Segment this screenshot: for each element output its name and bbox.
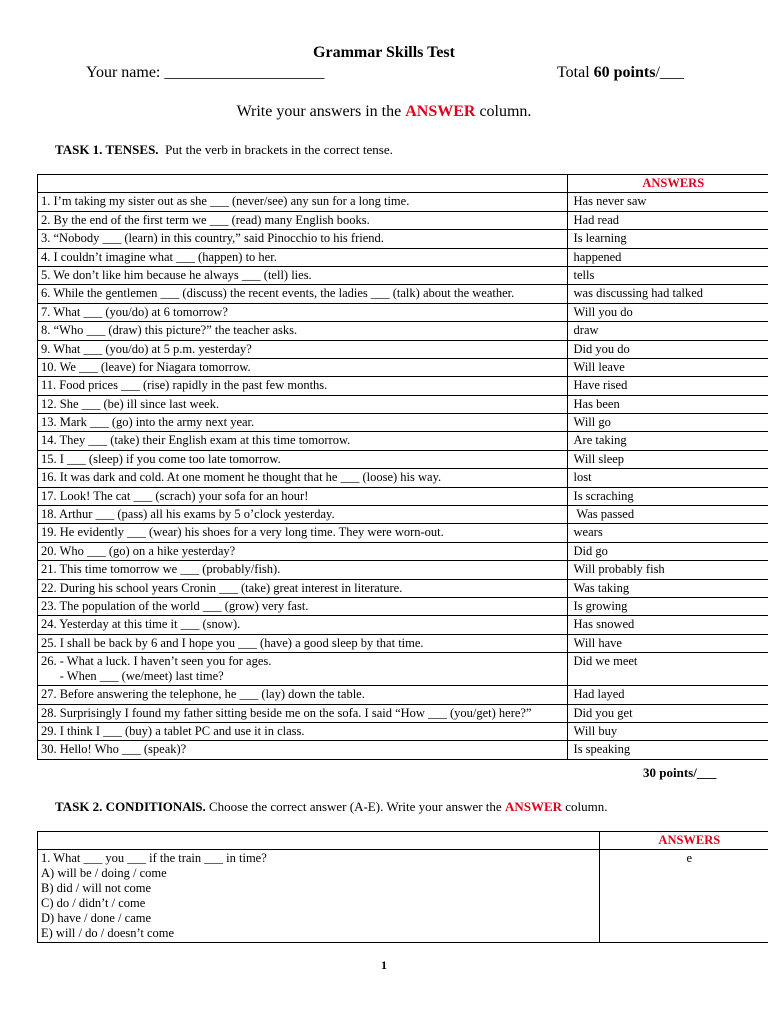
table-row [38,542,768,560]
answer-cell: Will you do [567,303,768,321]
task1-instruction: Put the verb in brackets in the correct tense. [158,142,393,157]
table-row [38,579,768,597]
table-row [38,487,768,505]
question-cell: 4. I couldn’t imagine what ___ (happen) to her. [38,248,568,266]
question-cell: 5. We don’t like him because he always ___ (tell) lies. [38,266,568,284]
question-cell: 27. Before answering the telephone, he ___ (lay) down the table. [38,686,568,704]
task2-label: TASK 2. CONDITIONAlS. [55,799,206,814]
table-row [38,450,768,468]
answer-cell: Did go [567,542,768,560]
table-row [38,469,768,487]
option-e: E) will / do / doesn’t come [41,926,175,940]
answer-cell: Has snowed [567,616,768,634]
table-row [38,524,768,542]
question-cell: 3. “Nobody ___ (learn) in this country,” said Pinocchio to his friend. [38,230,568,248]
page-number: 1 [381,958,387,972]
question-cell: 25. I shall be back by 6 and I hope you ___ (have) a good sleep by that time. [38,634,568,652]
answer-cell: Was passed [567,506,768,524]
answer-cell: Did we meet [567,653,768,686]
answer-cell: Had read [567,211,768,229]
answer-cell: Will probably fish [567,561,768,579]
table-row [38,722,768,740]
question-cell: 24. Yesterday at this time it ___ (snow). [38,616,568,634]
option-a: A) will be / doing / come [41,866,167,880]
question-cell: 30. Hello! Who ___ (speak)? [38,741,568,759]
table-header-row [38,175,768,193]
question-cell: 8. “Who ___ (draw) this picture?” the teacher asks. [38,322,568,340]
table-row [38,634,768,652]
answer-cell: Is scraching [567,487,768,505]
name-field-label: Your name: ____________________ [86,64,325,81]
question-cell [38,850,600,943]
table-row [38,704,768,722]
table-row [38,414,768,432]
question-cell: 12. She ___ (be) ill since last week. [38,395,568,413]
instruction-text: Write your answers in the [236,103,406,120]
answer-cell: Will sleep [567,450,768,468]
task2-instruction: Choose the correct answer (A-E). Write your answer the [205,799,505,814]
answer-cell: Will go [567,414,768,432]
table-row [38,741,768,759]
total-suffix: /___ [655,64,684,81]
question-header-cell [38,175,568,193]
question-cell: 29. I think I ___ (buy) a tablet PC and use it in class. [38,722,568,740]
question-cell: 26. - What a luck. I haven’t seen you for ages. - When ___ (we/meet) last time? [38,653,568,686]
question-cell: 28. Surprisingly I found my father sitting beside me on the sofa. I said “How ___ (you/get) here?” [38,704,568,722]
task1-points: 30 points/___ [643,765,717,780]
question-cell: 2. By the end of the first term we ___ (read) many English books. [38,211,568,229]
question-cell: 19. He evidently ___ (wear) his shoes for a very long time. They were worn-out. [38,524,568,542]
task1-table [37,174,768,760]
table-header-row [38,832,768,850]
answer-cell: was discussing had talked [567,285,768,303]
table-row [38,653,768,686]
answer-cell: Has never saw [567,193,768,211]
answer-cell: Did you get [567,704,768,722]
task2-heading [55,799,608,815]
question-cell: 20. Who ___ (go) on a hike yesterday? [38,542,568,560]
task1-heading [55,142,393,158]
table-row [38,193,768,211]
table-row [38,285,768,303]
option-d: D) have / done / came [41,911,152,925]
answer-cell: lost [567,469,768,487]
question-cell: 18. Arthur ___ (pass) all his exams by 5 o’clock yesterday. [38,506,568,524]
table-row [38,506,768,524]
question-header-cell [38,832,600,850]
question-cell: 11. Food prices ___ (rise) rapidly in the past few months. [38,377,568,395]
answer-cell: wears [567,524,768,542]
answer-cell: Are taking [567,432,768,450]
question-cell: 10. We ___ (leave) for Niagara tomorrow. [38,358,568,376]
option-c: C) do / didn’t / come [41,896,146,910]
table-row [38,266,768,284]
table-row [38,322,768,340]
task2-instruction-end: column. [562,799,608,814]
table-row [38,358,768,376]
answer-cell: Have rised [567,377,768,395]
answer-cell: Had layed [567,686,768,704]
task2-table [37,831,768,943]
total-points-label [557,64,684,82]
general-instruction [0,103,768,121]
answer-cell: Will buy [567,722,768,740]
table-row [38,340,768,358]
table-row [38,561,768,579]
question-cell: 1. I’m taking my sister out as she ___ (never/see) any sun for a long time. [38,193,568,211]
question-cell: 6. While the gentlemen ___ (discuss) the recent events, the ladies ___ (talk) about the weather. [38,285,568,303]
answer-cell: Will leave [567,358,768,376]
table-row [38,303,768,321]
table-row [38,248,768,266]
instruction-text-end: column. [475,103,532,120]
answers-header: ANSWERS [567,175,768,193]
table-row [38,230,768,248]
question-cell: 23. The population of the world ___ (grow) very fast. [38,597,568,615]
answer-cell: Is speaking [567,741,768,759]
question-cell: 13. Mark ___ (go) into the army next year. [38,414,568,432]
instruction-highlight: ANSWER [405,103,476,120]
option-b: B) did / will not come [41,881,152,895]
answer-cell: Did you do [567,340,768,358]
answers-header: ANSWERS [599,832,768,850]
answer-cell: happened [567,248,768,266]
question-cell: 22. During his school years Cronin ___ (take) great interest in literature. [38,579,568,597]
page-title: Grammar Skills Test [313,44,455,61]
table-row [38,432,768,450]
question-cell: 7. What ___ (you/do) at 6 tomorrow? [38,303,568,321]
question-cell: 17. Look! The cat ___ (scrach) your sofa for an hour! [38,487,568,505]
task2-instruction-highlight: ANSWER [504,799,563,814]
task1-label: TASK 1. TENSES. [55,142,159,157]
table-row [38,850,768,943]
question-cell: 9. What ___ (you/do) at 5 p.m. yesterday? [38,340,568,358]
question-text: 1. What ___ you ___ if the train ___ in time? [41,851,267,865]
answer-cell: Is growing [567,597,768,615]
answer-cell: Has been [567,395,768,413]
table-row [38,686,768,704]
table-row [38,395,768,413]
question-cell: 15. I ___ (sleep) if you come too late tomorrow. [38,450,568,468]
table-row [38,616,768,634]
total-prefix: Total [557,64,594,81]
answer-cell: Will have [567,634,768,652]
table-row [38,597,768,615]
question-cell: 16. It was dark and cold. At one moment he thought that he ___ (loose) his way. [38,469,568,487]
total-points: 60 points [593,64,656,81]
answer-cell: tells [567,266,768,284]
answer-cell: draw [567,322,768,340]
answer-cell: Was taking [567,579,768,597]
question-cell: 21. This time tomorrow we ___ (probably/fish). [38,561,568,579]
question-cell: 14. They ___ (take) their English exam at this time tomorrow. [38,432,568,450]
table-row [38,377,768,395]
answer-cell: Is learning [567,230,768,248]
table-row [38,211,768,229]
answer-cell: e [599,850,768,943]
